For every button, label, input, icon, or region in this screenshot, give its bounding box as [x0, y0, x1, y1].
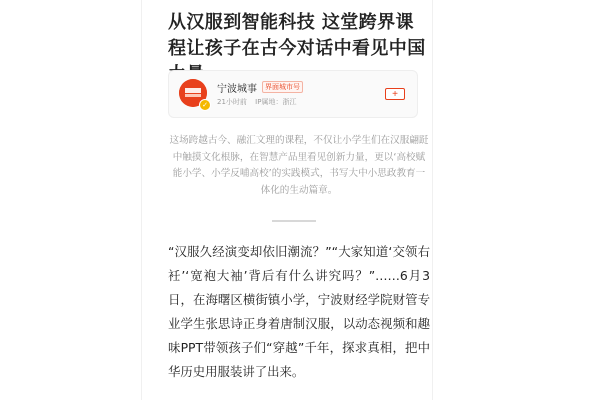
source-card[interactable] — [168, 70, 418, 118]
source-name[interactable]: 宁波城事 — [217, 84, 257, 95]
ip-location: IP属地：浙江 — [255, 98, 297, 106]
source-meta — [217, 97, 302, 107]
follow-button[interactable]: + — [385, 88, 405, 100]
left-column-divider — [141, 0, 142, 400]
verified-badge-icon: ✓ — [199, 99, 211, 111]
summary-divider — [272, 220, 316, 222]
publish-time: 21小时前 — [217, 98, 247, 106]
right-column-divider — [432, 0, 433, 400]
article-title: 从汉服到智能科技 这堂跨界课程让孩子在古今对话中看见中国 — [168, 12, 426, 59]
article-body: “汉服久经演变却依旧潮流？”“大家知道‘交领右衽’‘宽袍大袖’背后有什么讲究吗？”……6月3日，在海曙区横街镇小学，宁波财经学院财管专业学生张思诗正身着唐制汉服，以动态视频和趣味PPT带领孩子们“穿越”千年，探求真相，把中华历史用服装讲了出来。 — [168, 244, 430, 379]
source-tag: 界面城市号 — [262, 81, 303, 93]
article-summary: 这场跨越古今、融汇文理的课程，不仅让小学生们在汉服翩跹中触摸文化根脉，在智慧产品里看见创新力量，更以‘高校赋能小学、小学反哺高校’的实践模式，书写大中小思政教育一体化的生动篇章。 — [169, 135, 429, 196]
